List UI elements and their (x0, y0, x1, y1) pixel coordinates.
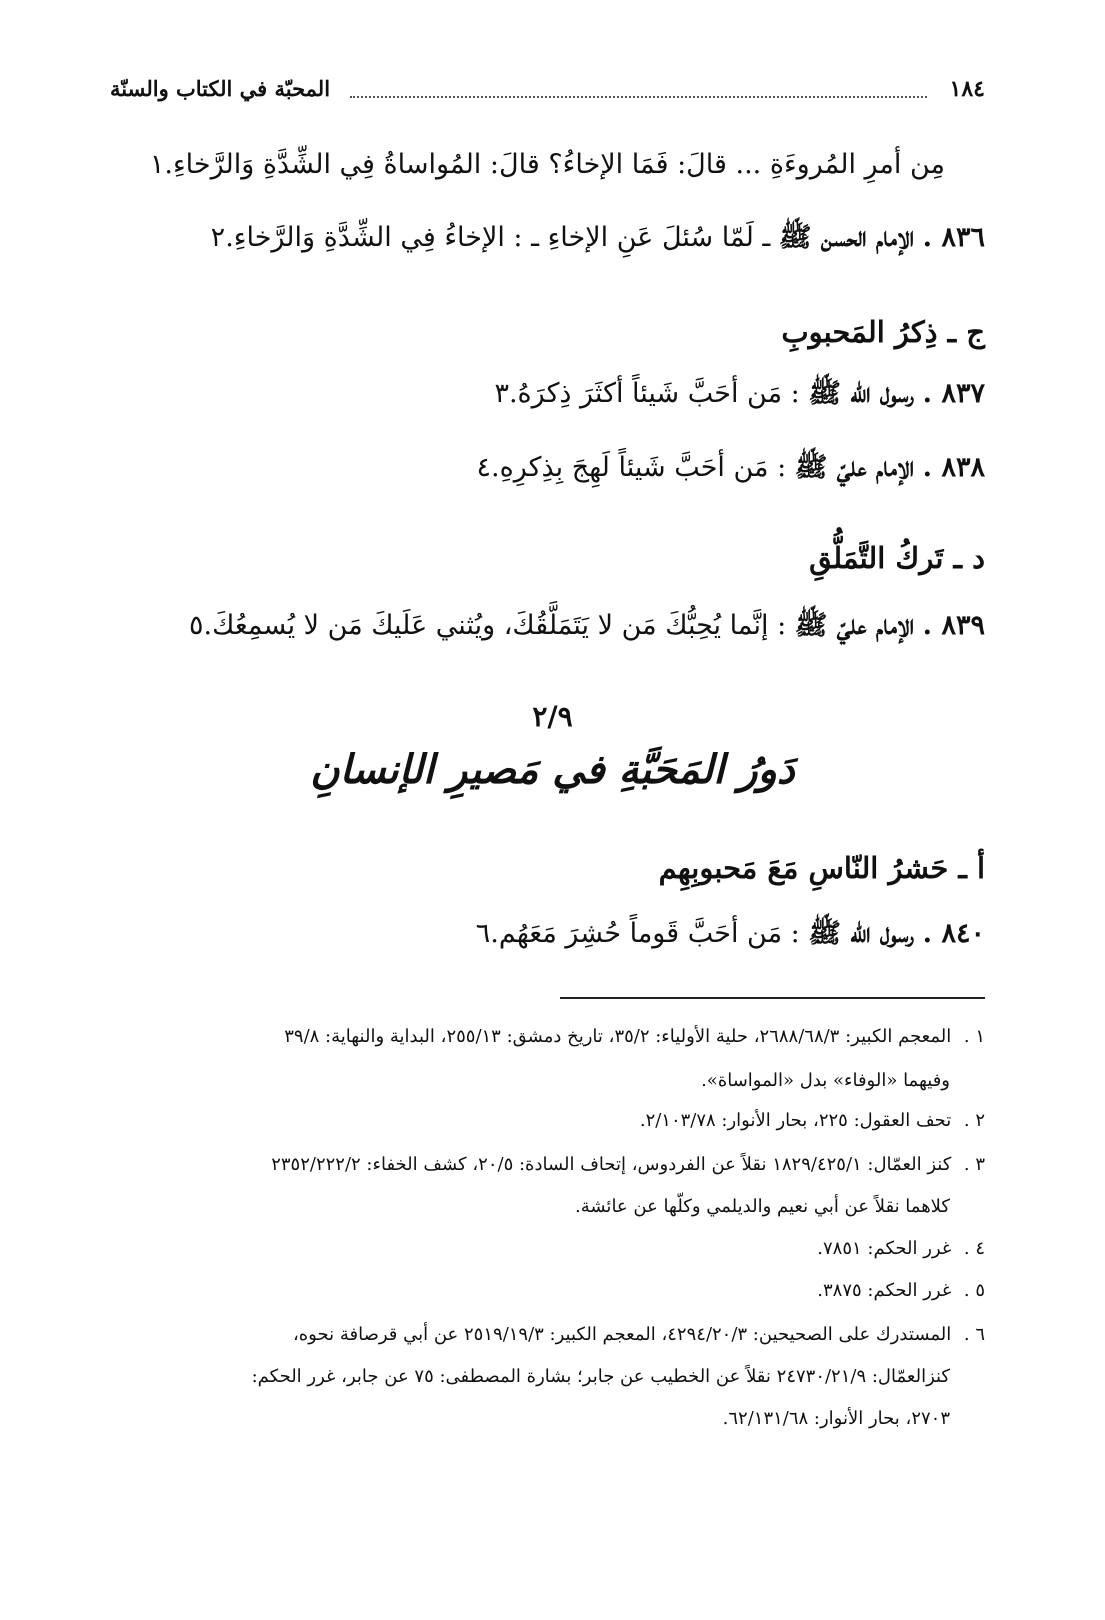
hadith-text: : مَن أحَبَّ شَيئاً أكثَرَ ذِكرَهُ.٣ (494, 378, 800, 409)
hadith-number: ٨٣٩ . (922, 610, 985, 641)
section-number: ٢/٩ (532, 700, 573, 733)
hadith-837 (110, 374, 985, 414)
narrator: الإمام عليّ ﷺ (794, 452, 915, 483)
footnote-3 (110, 1152, 985, 1178)
footnote-4 (110, 1236, 985, 1262)
running-header (110, 76, 985, 108)
footnote-number: ٥ . (963, 1280, 985, 1301)
footnote-text: غرر الحكم: ٧٨٥١. (817, 1238, 952, 1259)
footnote-6-continued: كنزالعمّال: ٢٤٧٣٠/٢١/٩ نقلاً عن الخطيب عن جابر؛ بشارة المصطفى: ٧٥ عن جابر، غرر الحكم: (251, 1366, 950, 1387)
narrator: الإمام عليّ ﷺ (794, 610, 915, 641)
subheading-d: د ـ تَركُ التَّمَلُّقِ (809, 541, 985, 575)
footnote-number: ١ . (963, 1026, 985, 1047)
footnote-number: ٦ . (963, 1324, 985, 1345)
hadith-number: ٨٤٠ . (922, 918, 985, 949)
hadith-text: ـ لَمّا سُئلَ عَنِ الإخاءِ ـ : الإخاءُ فِي الشِّدَّةِ وَالرَّخاءِ.٢ (210, 222, 771, 253)
footnote-text: كنز العمّال: ١٨٢٩/٤٢٥/١ نقلاً عن الفردوس، إتحاف السادة: ٢٠/٥، كشف الخفاء: ٢٣٥٢/٢٢٢/٢ (271, 1154, 952, 1175)
hadith-text: : مَن أحَبَّ قَوماً حُشِرَ مَعَهُم.٦ (475, 918, 800, 949)
footnote-separator (560, 997, 985, 999)
footnote-1 (110, 1024, 985, 1050)
footnote-text: المعجم الكبير: ٢٦٨٨/٦٨/٣، حلية الأولياء: ٣٥/٢، تاريخ دمشق: ٢٥٥/١٣، البداية والنهاية: ٣٩/٨ (284, 1026, 952, 1047)
subheading-a: أ ـ حَشرُ النّاسِ مَعَ مَحبوبِهِم (658, 851, 985, 885)
hadith-number: ٨٣٦ . (922, 222, 985, 253)
hadith-text: : مَن أحَبَّ شَيئاً لَهِجَ بِذِكرِهِ.٤ (476, 452, 787, 483)
hadith-838 (110, 448, 985, 488)
footnote-text: تحف العقول: ٢٢٥، بحار الأنوار: ٢/١٠٣/٧٨. (639, 1110, 952, 1131)
hadith-836 (110, 218, 985, 258)
header-dotted-leader (350, 96, 927, 98)
footnote-text: المستدرك على الصحيحين: ٤٢٩٤/٢٠/٣، المعجم الكبير: ٢٥١٩/١٩/٣ عن أبي قرصافة نحوه، (292, 1324, 952, 1345)
book-title: المحبّة في الكتاب والسنّة (110, 76, 331, 101)
page-number: ١٨٤ (949, 76, 985, 102)
subheading-c: ج ـ ذِكرُ المَحبوبِ (781, 315, 985, 349)
footnote-6-continued-2: ٢٧٠٣، بحار الأنوار: ٦٢/١٣١/٦٨. (722, 1408, 950, 1429)
section-title: دَورُ المَحَبَّةِ في مَصيرِ الإنسانِ (310, 746, 795, 793)
narrator: رسول الله ﷺ (808, 918, 915, 949)
narrator: الإمام الحسن ﷺ (778, 222, 915, 253)
footnote-6 (110, 1322, 985, 1348)
footnote-number: ٢ . (963, 1110, 985, 1131)
narrator: رسول الله ﷺ (808, 378, 915, 409)
hadith-839 (110, 606, 985, 646)
continuation-line: مِن أمرِ المُروءَةِ ... قالَ: فَمَا الإخاءُ؟ قالَ: المُواساةُ فِي الشِّدَّةِ وَالرَّخاءِ.١ (149, 149, 945, 180)
footnote-number: ٤ . (963, 1238, 985, 1259)
footnote-5 (110, 1278, 985, 1304)
footnote-2 (110, 1108, 985, 1134)
footnote-1-continued: وفيهما «الوفاء» بدل «المواساة». (701, 1070, 950, 1091)
footnote-number: ٣ . (963, 1154, 985, 1175)
footnote-3-continued: كلاهما نقلاً عن أبي نعيم والديلمي وكلّها عن عائشة. (575, 1196, 950, 1217)
hadith-840 (110, 914, 985, 954)
hadith-number: ٨٣٨ . (922, 452, 985, 483)
hadith-text: : إنَّما يُحِبُّكَ مَن لا يَتَمَلَّقُكَ، ويُثني عَلَيكَ مَن لا يُسمِعُكَ.٥ (189, 610, 787, 641)
footnote-text: غرر الحكم: ٣٨٧٥. (817, 1280, 952, 1301)
hadith-number: ٨٣٧ . (922, 378, 985, 409)
